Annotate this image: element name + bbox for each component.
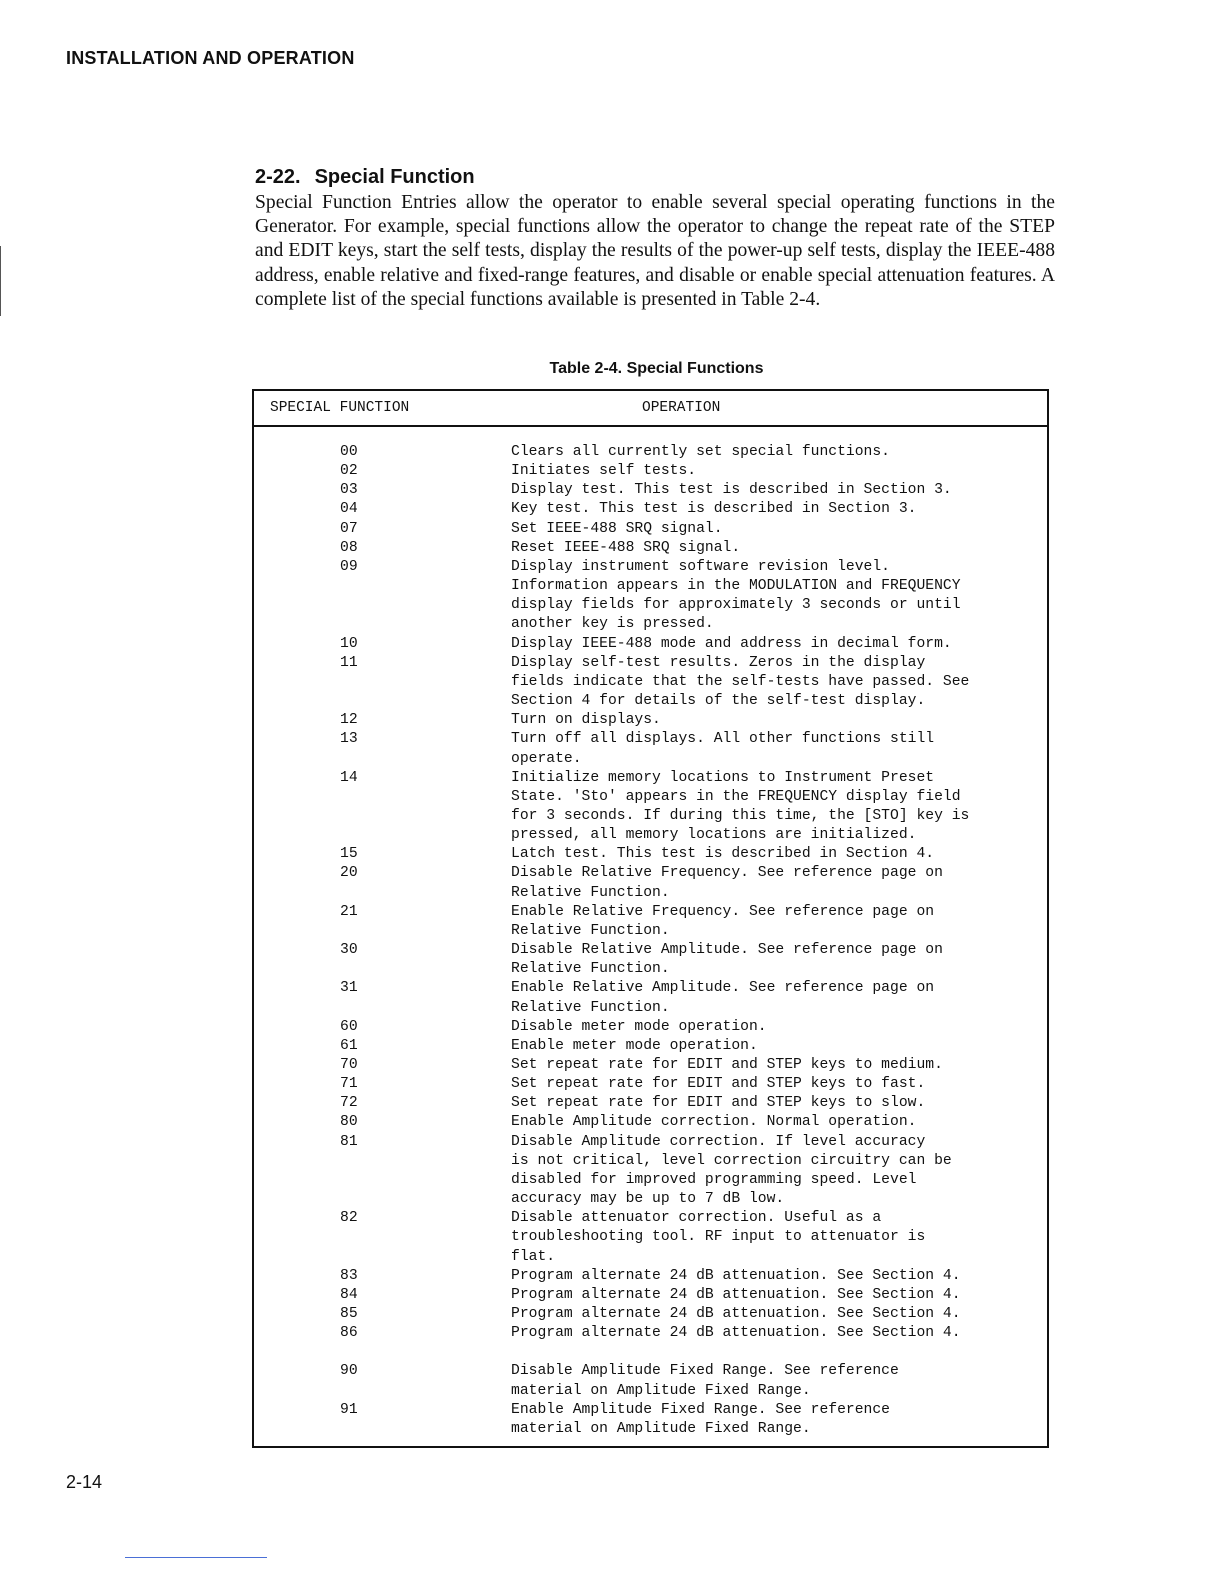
function-code: 91 [340, 1401, 358, 1418]
table-row [254, 903, 1047, 941]
operation-line: Initiates self tests. [511, 463, 697, 480]
function-code-cell [254, 1037, 511, 1056]
table-row [254, 539, 1047, 558]
operation-line: Enable Amplitude Fixed Range. See reference [511, 1401, 890, 1418]
function-code-cell [254, 1056, 511, 1075]
operation-line: Section 4 for details of the self-test display. [511, 693, 926, 710]
operation-line: display fields for approximately 3 seconds or until [511, 597, 961, 614]
operation-cell [511, 481, 1031, 500]
function-code: 84 [340, 1286, 358, 1303]
operation-line: Disable Relative Amplitude. See reference page on [511, 942, 943, 959]
table-row [254, 1305, 1047, 1324]
function-code: 61 [340, 1037, 358, 1054]
function-code: 02 [340, 463, 358, 480]
table-row [254, 845, 1047, 864]
operation-line: Relative Function. [511, 884, 670, 901]
operation-line: Set repeat rate for EDIT and STEP keys to medium. [511, 1057, 943, 1073]
function-code-cell [254, 635, 511, 654]
operation-cell [511, 1018, 1031, 1037]
operation-cell [511, 462, 1031, 481]
operation-cell [511, 941, 1031, 979]
function-code-cell [254, 520, 511, 539]
operation-cell [511, 711, 1031, 730]
operation-line: another key is pressed. [511, 616, 714, 633]
operation-cell [511, 1401, 1031, 1439]
function-code: 20 [340, 865, 358, 882]
table-row [254, 1324, 1047, 1343]
function-code: 72 [340, 1095, 358, 1112]
operation-line: Enable Relative Frequency. See reference page on [511, 903, 935, 920]
special-functions-table [252, 389, 1049, 1448]
function-code: 14 [340, 769, 358, 786]
operation-cell [511, 1286, 1031, 1305]
operation-line: Information appears in the MODULATION and FREQUENCY [511, 578, 961, 595]
function-code: 60 [340, 1018, 358, 1035]
function-code: 03 [340, 482, 358, 499]
operation-cell [511, 1056, 1031, 1075]
function-code: 09 [340, 558, 358, 575]
function-code: 31 [340, 980, 358, 997]
table-row [254, 558, 1047, 635]
section-heading [255, 166, 1055, 189]
function-code-cell [254, 481, 511, 500]
operation-line: Relative Function. [511, 922, 670, 939]
function-code: 81 [340, 1133, 358, 1150]
operation-line: Disable meter mode operation. [511, 1018, 767, 1035]
operation-line: flat. [511, 1248, 556, 1265]
function-code: 71 [340, 1076, 358, 1093]
running-header: INSTALLATION AND OPERATION [66, 48, 355, 68]
operation-line: Display self-test results. Zeros in the display [511, 654, 926, 671]
operation-line: Relative Function. [511, 999, 670, 1016]
function-code-cell [254, 711, 511, 730]
operation-cell [511, 730, 1031, 768]
table-row [254, 1286, 1047, 1305]
table-row [254, 1133, 1047, 1210]
table-row [254, 1401, 1047, 1439]
function-code-cell [254, 539, 511, 558]
bottom-rule [125, 1557, 267, 1558]
function-code-cell [254, 1286, 511, 1305]
function-code-cell [254, 1113, 511, 1132]
operation-line: Enable Relative Amplitude. See reference page on [511, 980, 935, 997]
function-code-cell [254, 845, 511, 864]
table-header [254, 391, 1047, 427]
table-row [254, 462, 1047, 481]
table-row [254, 1075, 1047, 1094]
operation-line: fields indicate that the self-tests have passed. See [511, 673, 970, 690]
function-code-cell [254, 654, 511, 711]
function-code-cell [254, 979, 511, 1017]
operation-line: pressed, all memory locations are initialized. [511, 827, 917, 844]
operation-line: State. 'Sto' appears in the FREQUENCY display field [511, 788, 961, 805]
function-code-cell [254, 1267, 511, 1286]
page-number: 2-14 [66, 1472, 103, 1492]
function-code: 07 [340, 520, 358, 537]
table-row [254, 654, 1047, 711]
function-code-cell [254, 1018, 511, 1037]
function-code: 04 [340, 501, 358, 518]
operation-line: Set IEEE-488 SRQ signal. [511, 520, 723, 537]
operation-line: material on Amplitude Fixed Range. [511, 1382, 811, 1399]
operation-line: Disable attenuator correction. Useful as a [511, 1210, 882, 1227]
operation-line: for 3 seconds. If during this time, the [STO] key is [511, 807, 970, 824]
operation-line: Initialize memory locations to Instrument Preset [511, 769, 935, 786]
operation-line: Display IEEE-488 mode and address in decimal form. [511, 635, 952, 652]
function-code-cell [254, 903, 511, 941]
operation-cell [511, 903, 1031, 941]
function-code-cell [254, 769, 511, 846]
operation-cell [511, 1305, 1031, 1324]
table-row [254, 1362, 1047, 1400]
operation-line: Latch test. This test is described in Section 4. [511, 846, 935, 863]
operation-line: Key test. This test is described in Section 3. [511, 501, 917, 518]
function-code-cell [254, 941, 511, 979]
function-code-cell [254, 558, 511, 635]
operation-line: material on Amplitude Fixed Range. [511, 1420, 811, 1437]
function-code: 86 [340, 1325, 358, 1342]
section-2-22 [255, 166, 1055, 312]
operation-cell [511, 1209, 1031, 1266]
function-code: 70 [340, 1057, 358, 1073]
function-code-cell [254, 1305, 511, 1324]
operation-line: Disable Amplitude correction. If level accuracy [511, 1133, 926, 1150]
section-title: Special Function [314, 166, 475, 188]
function-code: 82 [340, 1210, 358, 1227]
function-code-cell [254, 1094, 511, 1113]
function-code: 83 [340, 1267, 358, 1284]
table-row [254, 769, 1047, 846]
table-row [254, 500, 1047, 519]
table-row [254, 730, 1047, 768]
section-paragraph: Special Function Entries allow the operator to enable several special operating functions in the Generator. For example, special functions allow the operator to change the repeat rate of the STEP and EDIT keys, start the self tests, display the results of the power-up self tests, display the IEEE-488 address, enable relative and fixed-range features, and disable or enable special attenuation features. A complete list of the special functions available is presented in Table 2-4. [255, 192, 1055, 310]
function-code: 08 [340, 539, 358, 556]
table-row [254, 1209, 1047, 1266]
table-row [254, 1267, 1047, 1286]
table-row [254, 635, 1047, 654]
operation-line: Program alternate 24 dB attenuation. See Section 4. [511, 1267, 961, 1284]
operation-line: operate. [511, 750, 582, 767]
operation-cell [511, 1094, 1031, 1113]
operation-cell [511, 520, 1031, 539]
function-code: 12 [340, 712, 358, 729]
function-code: 80 [340, 1114, 358, 1131]
operation-cell [511, 635, 1031, 654]
function-code-cell [254, 1133, 511, 1210]
operation-line: Program alternate 24 dB attenuation. See Section 4. [511, 1325, 961, 1342]
table-row [254, 1037, 1047, 1056]
table-row [254, 481, 1047, 500]
table-row [254, 1056, 1047, 1075]
table-row [254, 941, 1047, 979]
operation-cell [511, 1133, 1031, 1210]
margin-change-bar [0, 246, 1, 316]
section-number: 2-22. [255, 166, 301, 188]
table-row [254, 1094, 1047, 1113]
function-code: 30 [340, 942, 358, 959]
operation-line: Set repeat rate for EDIT and STEP keys to fast. [511, 1076, 926, 1093]
operation-line: troubleshooting tool. RF input to attenuator is [511, 1229, 926, 1246]
operation-line: disabled for improved programming speed. Level [511, 1171, 917, 1188]
operation-line: Program alternate 24 dB attenuation. See Section 4. [511, 1286, 961, 1303]
function-code-cell [254, 730, 511, 768]
table-body [254, 443, 1047, 1439]
table-row [254, 979, 1047, 1017]
function-code-cell [254, 1324, 511, 1343]
function-code-cell [254, 462, 511, 481]
operation-line: Display test. This test is described in Section 3. [511, 482, 952, 499]
table-row [254, 864, 1047, 902]
operation-cell [511, 1324, 1031, 1343]
table-row [254, 711, 1047, 730]
operation-cell [511, 1267, 1031, 1286]
function-code: 00 [340, 444, 358, 460]
operation-line: Turn off all displays. All other functions still [511, 731, 935, 748]
function-code-cell [254, 443, 511, 462]
operation-cell [511, 500, 1031, 519]
operation-cell [511, 443, 1031, 462]
operation-line: Relative Function. [511, 961, 670, 978]
function-code: 10 [340, 635, 358, 652]
operation-cell [511, 1037, 1031, 1056]
function-code-cell [254, 1209, 511, 1266]
header-special-function: SPECIAL FUNCTION [270, 400, 410, 416]
function-code: 15 [340, 846, 358, 863]
function-code-cell [254, 500, 511, 519]
operation-cell [511, 558, 1031, 635]
function-code: 13 [340, 731, 358, 748]
table-row [254, 1018, 1047, 1037]
operation-line: Turn on displays. [511, 712, 661, 729]
table-row [254, 1113, 1047, 1132]
function-code-cell [254, 1075, 511, 1094]
operation-line: Reset IEEE-488 SRQ signal. [511, 539, 741, 556]
function-code: 85 [340, 1306, 358, 1323]
table-row [254, 520, 1047, 539]
function-code-cell [254, 864, 511, 902]
operation-line: Clears all currently set special functions. [511, 444, 890, 460]
operation-line: is not critical, level correction circuitry can be [511, 1152, 952, 1169]
operation-line: accuracy may be up to 7 dB low. [511, 1191, 785, 1208]
operation-cell [511, 845, 1031, 864]
operation-cell [511, 769, 1031, 846]
function-code: 90 [340, 1363, 358, 1380]
operation-line: Display instrument software revision level. [511, 558, 890, 575]
operation-line: Disable Amplitude Fixed Range. See reference [511, 1363, 899, 1380]
header-operation: OPERATION [642, 400, 721, 416]
function-code: 11 [340, 654, 358, 671]
operation-cell [511, 1362, 1031, 1400]
operation-cell [511, 979, 1031, 1017]
operation-cell [511, 864, 1031, 902]
operation-cell [511, 1113, 1031, 1132]
table-caption: Table 2-4. Special Functions [549, 360, 764, 377]
operation-line: Set repeat rate for EDIT and STEP keys to slow. [511, 1095, 926, 1112]
operation-cell [511, 1075, 1031, 1094]
function-code-cell [254, 1362, 511, 1400]
table-row [254, 443, 1047, 462]
function-code-cell [254, 1401, 511, 1439]
function-code: 21 [340, 903, 358, 920]
operation-line: Enable Amplitude correction. Normal operation. [511, 1114, 917, 1131]
operation-line: Disable Relative Frequency. See reference page on [511, 865, 943, 882]
operation-cell [511, 654, 1031, 711]
operation-cell [511, 539, 1031, 558]
operation-line: Program alternate 24 dB attenuation. See Section 4. [511, 1306, 961, 1323]
operation-line: Enable meter mode operation. [511, 1037, 758, 1054]
